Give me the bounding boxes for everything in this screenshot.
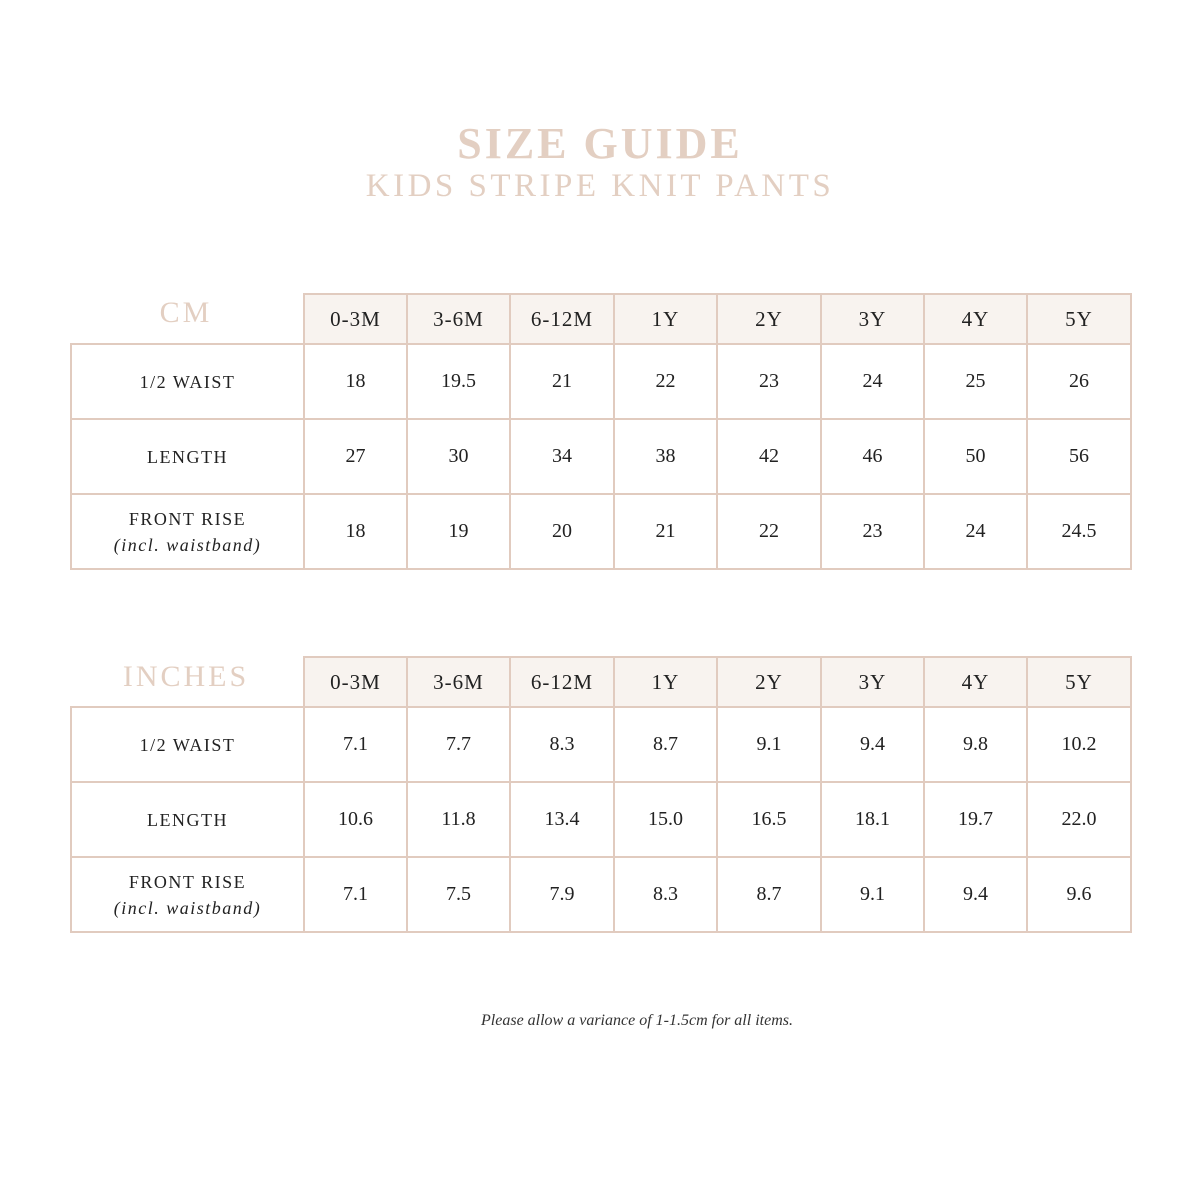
- measurement-cell: 18: [304, 494, 407, 569]
- row-sublabel: (incl. waistband): [113, 534, 262, 555]
- corner-cell: [71, 657, 304, 707]
- size-header: 2Y: [717, 657, 821, 707]
- measurement-cell: 20: [510, 494, 614, 569]
- measurement-cell: 9.6: [1027, 857, 1131, 932]
- size-header: 0-3M: [304, 657, 407, 707]
- size-header: 0-3M: [304, 294, 407, 344]
- measurement-cell: 9.1: [821, 857, 924, 932]
- measurement-cell: 9.8: [924, 707, 1027, 782]
- page-subtitle: KIDS STRIPE KNIT PANTS: [365, 168, 835, 204]
- corner-cell: [71, 294, 304, 344]
- measurement-cell: 7.1: [304, 857, 407, 932]
- size-header: 3-6M: [407, 294, 510, 344]
- measurement-cell: 18.1: [821, 782, 924, 857]
- size-header: 6-12M: [510, 294, 614, 344]
- size-header: 6-12M: [510, 657, 614, 707]
- row-label: [71, 494, 304, 569]
- measurement-cell: 22.0: [1027, 782, 1131, 857]
- table-row: [71, 344, 1131, 419]
- measurement-cell: 42: [717, 419, 821, 494]
- measurement-cell: 50: [924, 419, 1027, 494]
- measurement-cell: 7.5: [407, 857, 510, 932]
- size-header: 2Y: [717, 294, 821, 344]
- measurement-cell: 10.6: [304, 782, 407, 857]
- measurement-cell: 8.7: [717, 857, 821, 932]
- page-title: SIZE GUIDE: [457, 119, 743, 168]
- measurement-cell: 18: [304, 344, 407, 419]
- row-label: [71, 344, 304, 419]
- measurement-cell: 19.5: [407, 344, 510, 419]
- size-header: 4Y: [924, 657, 1027, 707]
- measurement-cell: 26: [1027, 344, 1131, 419]
- table-row: [71, 857, 1131, 932]
- measurement-cell: 25: [924, 344, 1027, 419]
- size-header: 3Y: [821, 294, 924, 344]
- row-label: [71, 419, 304, 494]
- row-label-text: FRONT RISE: [128, 508, 247, 529]
- row-label: [71, 782, 304, 857]
- table-row: [71, 707, 1131, 782]
- measurement-cell: 15.0: [614, 782, 717, 857]
- size-header: 4Y: [924, 294, 1027, 344]
- measurement-cell: 24: [821, 344, 924, 419]
- cm-unit-label: CM: [159, 296, 213, 329]
- row-label-text: FRONT RISE: [128, 871, 247, 892]
- measurement-cell: 38: [614, 419, 717, 494]
- measurement-cell: 22: [717, 494, 821, 569]
- size-header: 3-6M: [407, 657, 510, 707]
- size-header: 3Y: [821, 657, 924, 707]
- measurement-cell: 30: [407, 419, 510, 494]
- measurement-cell: 27: [304, 419, 407, 494]
- cm-size-table: [70, 293, 1132, 570]
- measurement-cell: 7.1: [304, 707, 407, 782]
- measurement-cell: 23: [717, 344, 821, 419]
- measurement-cell: 13.4: [510, 782, 614, 857]
- measurement-cell: 9.4: [821, 707, 924, 782]
- row-label-text: LENGTH: [147, 446, 228, 467]
- measurement-cell: 34: [510, 419, 614, 494]
- measurement-cell: 24: [924, 494, 1027, 569]
- measurement-cell: 8.3: [510, 707, 614, 782]
- row-label-text: 1/2 WAIST: [139, 734, 236, 755]
- row-label: [71, 707, 304, 782]
- size-header: 5Y: [1027, 657, 1131, 707]
- size-header-row: [71, 657, 1131, 707]
- table-row: [71, 419, 1131, 494]
- measurement-cell: 7.7: [407, 707, 510, 782]
- size-header: 1Y: [614, 657, 717, 707]
- measurement-cell: 7.9: [510, 857, 614, 932]
- measurement-cell: 16.5: [717, 782, 821, 857]
- measurement-cell: 11.8: [407, 782, 510, 857]
- measurement-cell: 10.2: [1027, 707, 1131, 782]
- measurement-cell: 22: [614, 344, 717, 419]
- row-label-text: 1/2 WAIST: [139, 371, 236, 392]
- measurement-cell: 21: [614, 494, 717, 569]
- measurement-cell: 46: [821, 419, 924, 494]
- measurement-cell: 8.7: [614, 707, 717, 782]
- measurement-cell: 23: [821, 494, 924, 569]
- size-header: 5Y: [1027, 294, 1131, 344]
- inches-unit-label: INCHES: [122, 660, 250, 693]
- measurement-cell: 19: [407, 494, 510, 569]
- measurement-cell: 24.5: [1027, 494, 1131, 569]
- variance-note: Please allow a variance of 1-1.5cm for all items.: [481, 1012, 793, 1029]
- measurement-cell: 9.1: [717, 707, 821, 782]
- measurement-cell: 8.3: [614, 857, 717, 932]
- size-header-row: [71, 294, 1131, 344]
- size-header: 1Y: [614, 294, 717, 344]
- inches-size-table: [70, 656, 1132, 933]
- table-row: [71, 494, 1131, 569]
- row-label: [71, 857, 304, 932]
- row-label-text: LENGTH: [147, 809, 228, 830]
- measurement-cell: 19.7: [924, 782, 1027, 857]
- table-row: [71, 782, 1131, 857]
- measurement-cell: 56: [1027, 419, 1131, 494]
- measurement-cell: 9.4: [924, 857, 1027, 932]
- measurement-cell: 21: [510, 344, 614, 419]
- row-sublabel: (incl. waistband): [113, 897, 262, 918]
